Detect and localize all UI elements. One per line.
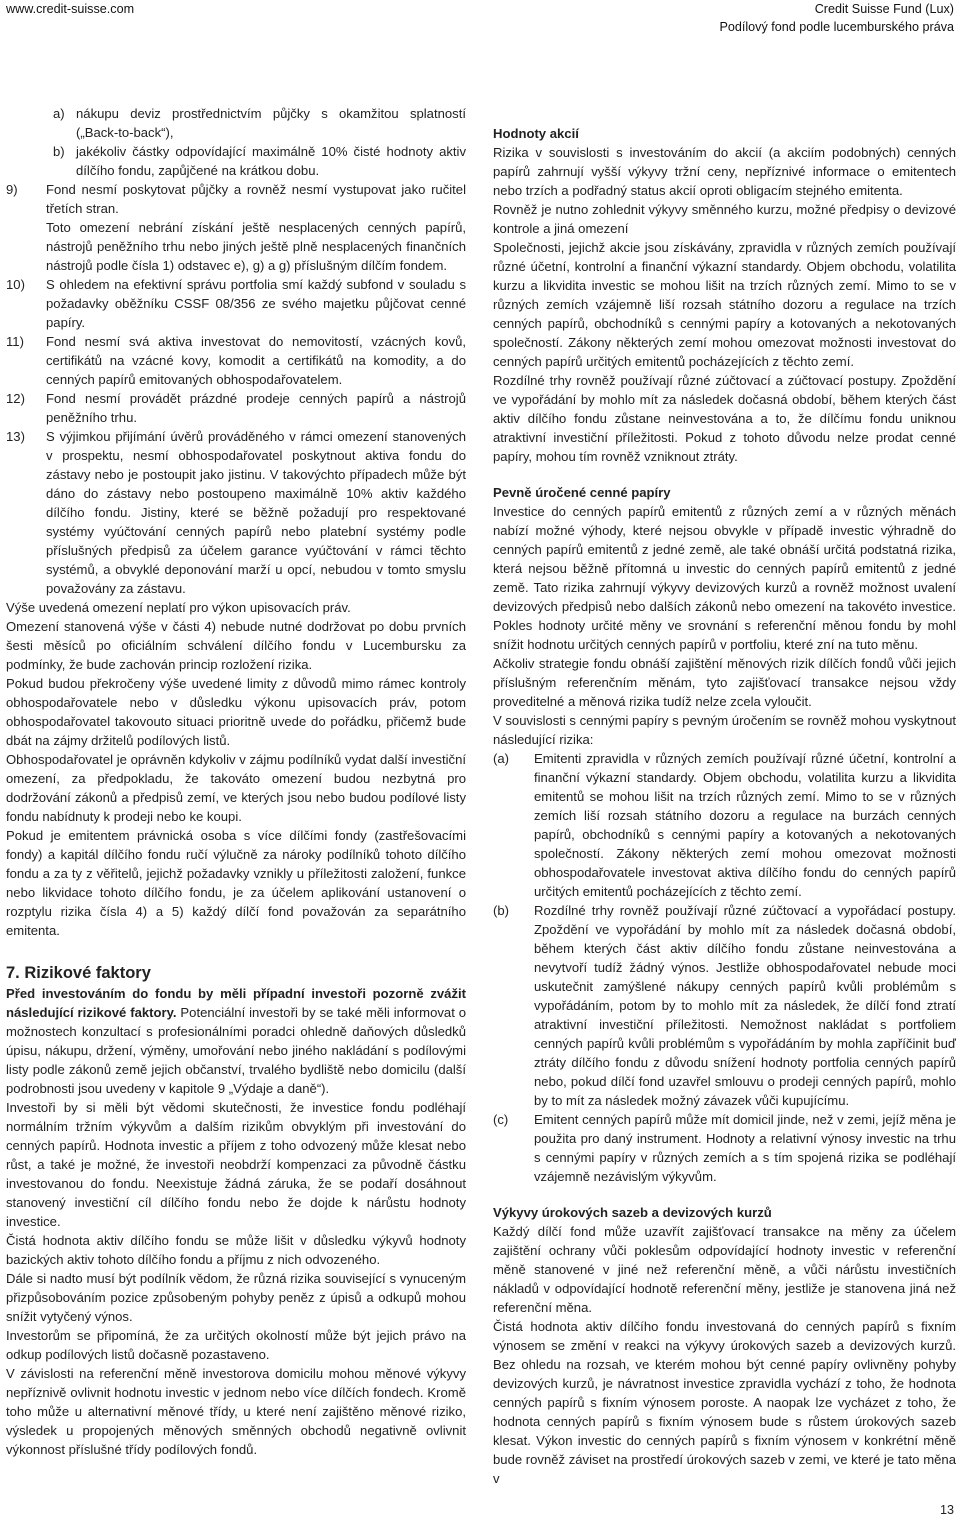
- paragraph: Čistá hodnota aktiv dílčího fondu investovaná do cenných papírů s fixním výnosem se změní v reakci na výkyvy úrokových sazeb a devizových kurzů. Bez ohledu na rozsah, ve kterém mohou být cenné papíry ovlivněny pohyby devizových kurzů, je návratnost investice zpravidla vychází z toho, že hodnota cenných papírů s fixním výnosem poroste. A naopak lze vycházet z toho, že hodnota cenných papírů s fixním výnosem bude s růstem úrokových sazeb klesat. Výkon investic do cenných papírů s fixním výnosem v konkrétní měně bude rovněž záviset na prostředí úrokových sazeb v zemi, ve které je tato měna v: [493, 1319, 956, 1486]
- paragraph: V závislosti na referenční měně investorova domicilu mohou měnové výkyvy nepříznivě ovlivnit hodnotu investic v jednom nebo více dílčích fondech. Kromě toho může u alternativní měnové třídy, u které není zajištěno měnové riziko, výsledek u propojených měnových směnných obchodů negativně ovlivnit výkonnost příslušné třídy podílových fondů.: [6, 1366, 466, 1457]
- paragraph: Investorům se připomíná, že za určitých okolností může být jejich právo na odkup podílových listů dočasně pozastaveno.: [6, 1328, 466, 1362]
- paragraph: Investoři by si měli být vědomi skutečnosti, že investice fondu podléhají normálním tržním výkyvům a dalším rizikům obvyklým při investování do cenných papírů. Hodnota investic a příjem z toho odvozený může klesat nebo růst, a také je možné, že investoři neobdrží kompenzaci za původně částku investovanou do fondu. Neexistuje žádná záruka, že se podaří dosáhnout stanovený investiční cíl dílčího fondu nebo že dojde k nárůstu hodnoty investice.: [6, 1100, 466, 1229]
- spacer: [493, 1186, 956, 1203]
- subheading: Pevně úročené cenné papíry: [493, 485, 671, 500]
- restriction-9-note: Toto omezení nebrání získání ještě nesplacených cenných papírů, nástrojů peněžního trhu nebo jiných ještě plně nesplacených finančních nástrojů podle čísla 1) odstavec e), g) a g) příslušným dílčím fondem.: [46, 220, 466, 273]
- risk-item-b: (b) Rozdílné trhy rovněž používají různé zúčtovací a vypořádací postupy. Zpoždění ve vypořádání by mohlo mít za následek dočasná období, během kterých část aktiv dílčího fondu zůstane neinvestována a nevytvoří tudíž žádný výnos. Jestliže obhospodařovatel nebude moci uskutečnit zamýšlené nákupy cenných papírů kvůli problémům s vypořádáním, potom by to mohlo mít za následek, že dílčí fond ztratí atraktivní investiční příležitosti. Nemožnost nakládat s portfoliem cenných papírů kvůli problémům s vypořádáním by mohla zapříčinit buď ztráty dílčího fondu z důvodu snížení hodnoty portfolia cenných papírů nebo, pokud dílčí fond uzavřel smlouvu o prodeji cenných papírů, mohlo by to mít za následek možný závazek vůči kupujícímu.: [493, 903, 956, 1108]
- left-column: [6, 104, 466, 1459]
- restriction-item-11: 11) Fond nesmí svá aktiva investovat do nemovitostí, vzácných kovů, certifikátů na vzácné kovy, komodit a certifikátů na komodity, a do cenných papírů emitovaných obhospodařovatelem.: [6, 334, 466, 387]
- section-heading: 7. Rizikové faktory: [6, 964, 151, 982]
- paragraph: V souvislosti s cennými papíry s pevným úročením se rovněž mohou vyskytnout následující rizika:: [493, 713, 956, 747]
- paragraph: Ačkoliv strategie fondu obnáší zajištění měnových rizik dílčích fondů vůči jejich příslušným referenčním měnám, tyto zajišťovací transakce nejsou vždy proveditelné a měnová rizika tudíž nelze zcela vyloučit.: [493, 656, 956, 709]
- paragraph: Obhospodařovatel je oprávněn kdykoliv v zájmu podílníků vydat další investiční omezení, za předpokladu, že takováto omezení budou nezbytná pro dodržování zákonů a předpisů zemí, ve kterých jsou nebo budou podílové listy fondu nabídnuty k prodeji nebo ke koupi.: [6, 752, 466, 824]
- paragraph: Pokud budou překročeny výše uvedené limity z důvodů mimo rámec kontroly obhospodařovatele nebo v důsledku výkonu upisovacích práv, potom obhospodařovatel takovouto situaci prioritně uvede do pořádku, přičemž bude dbát na zájmy držitelů podílových listů.: [6, 676, 466, 748]
- paragraph: Před investováním do fondu by měli případní investoři pozorně zvážit následující rizikové faktory. Potenciální investoři by se také měli informovat o možnostech konzultací s profesionálními poradci ohledně daňových důsledků úpisu, nákupu, držení, výměny, umořování nebo jiného nakládání s podílovými listy podle zákonů země jejich občanství, trvalého bydliště nebo domicilu (další podrobnosti jsou uvedeny v kapitole 9 „Výdaje a daně“).: [6, 986, 467, 1096]
- subheading: Výkyvy úrokových sazeb a devizových kurzů: [493, 1205, 772, 1220]
- risk-item-a: (a) Emitenti zpravidla v různých zemích používají různé účetní, kontrolní a finanční výkazní standardy. Objem obchodu, volatilita kurzu a likvidita emitentů se mohou lišit na trzích různých zemí. Mimo to se v různých zemích liší rozsah státního dozoru a regulace na burzách cenných papírů, obchodníků s cennými papíry a kotovaných a nekotovaných společností. Zákony některých zemí mohou omezovat možnosti obhospodařovatele investovat aktiva dílčího fondu do cenných papírů určitých emitentů pocházejících z těchto zemí.: [493, 751, 956, 899]
- paragraph: Investice do cenných papírů emitentů z různých zemí a v různých měnách nabízí možné výhody, které nejsou obvykle v případě investic výhradně do cenných papírů emitentů z jedné země, ale také obnáší určitá podstatná rizika, která nejsou běžně přítomná u investic do cenných papírů emitentů z jedné země. Tato rizika zahrnují výkyvy devizových kurzů a rovněž možnost uvalení devizových předpisů nebo dalších zákonů nebo omezení na takovéto investice. Pokles hodnoty určité měny ve srovnání s referenční měnou fondu by mohl snížit hodnotu určitých cenných papírů v portfoliu, které zní na tuto měnu.: [493, 504, 956, 652]
- list-item: b) jakékoliv částky odpovídající maximálně 10% čisté hodnoty aktiv dílčího fondu, zapůjčené na krátkou dobu.: [53, 144, 466, 178]
- fund-name: Credit Suisse Fund (Lux): [814, 2, 954, 16]
- paragraph: Čistá hodnota aktiv dílčího fondu se může lišit v důsledku výkyvů hodnoty bazických aktiv tohoto dílčího fondu a příjmu z nich odvozeného.: [6, 1233, 466, 1267]
- paragraph: Společnosti, jejichž akcie jsou získávány, zpravidla v různých zemích používají různé účetní, kontrolní a finanční výkazní standardy. Objem obchodu, volatilita kurzu a likvidita investic se mohou lišit na trzích různých zemí. Mimo to se v různých zemích vzájemně liší rozsah státního dozoru a regulace na trzích cenných papírů, obchodníků s cennými papíry a kotovaných a nekotovaných společností. Zákony některých zemí mohou omezovat možnosti investovat do cenných papírů určitých emitentů pocházejících z těchto zemí.: [493, 240, 956, 369]
- fund-type: Podílový fond podle lucemburského práva: [719, 20, 954, 34]
- bold-lead: Před investováním do fondu by měli případní investoři pozorně zvážit následující rizikové faktory.: [6, 986, 466, 1020]
- page-number: 13: [939, 1503, 954, 1517]
- restriction-item-10: 10) S ohledem na efektivní správu portfolia smí každý subfond v souladu s požadavky oběžníku CSSF 08/356 ze svého majetku půjčovat cenné papíry.: [6, 277, 466, 330]
- restriction-item-9: 9) Fond nesmí poskytovat půjčky a rovněž nesmí vystupovat jako ručitel třetích stran.: [6, 182, 466, 216]
- paragraph: Dále si nadto musí být podílník vědom, že různá rizika související s vynuceným přizpůsobováním pozice způsobeným pohyby peněz z úpisů a odkupů mohou snížit vytyčený výnos.: [6, 1271, 466, 1324]
- paragraph: Rizika v souvislosti s investováním do akcií (a akciím podobných) cenných papírů zahrnují vyšší výkyvy tržní ceny, nepříznivé informace o emitentech nebo trzích a podřadný status akcií oproti obligacím stejného emitenta.: [493, 145, 956, 198]
- risk-item-c: (c) Emitent cenných papírů může mít domicil jinde, než v zemi, jejíž měna je použita pro daný instrument. Hodnoty a relativní výnosy investic na trhu s cennými papíry v různých zemích a s tím spojená rizika se podléhají vzájemně nezávislým výkyvům.: [493, 1112, 956, 1184]
- list-item: a) nákupu deviz prostřednictvím půjčky s okamžitou splatností („Back-to-back“),: [53, 106, 466, 140]
- header-fund-info: [719, 0, 954, 36]
- paragraph: Pokud je emitentem právnická osoba s více dílčími fondy (zastřešovacími fondy) a kapitál dílčího fondu ručí výlučně za nároky podílníků tohoto dílčího fondu a za ty z věřitelů, jejichž požadavky vznikly u příležitosti založení, funkce nebo likvidace tohoto dílčího fondu, je za účelem aplikování ustanovení o rozptylu rizika čísla 4) a 5) každý dílčí fond považován za separátního emitenta.: [6, 828, 466, 938]
- right-column: [493, 124, 956, 1488]
- restriction-item-12: 12) Fond nesmí provádět prázdné prodeje cenných papírů a nástrojů peněžního trhu.: [6, 391, 466, 425]
- paragraph: Omezení stanovená výše v části 4) nebude nutné dodržovat po dobu prvních šesti měsíců po oficiálním schválení dílčího fondu v Lucembursku za podmínky, že bude zachován princip rozložení rizika.: [6, 619, 466, 672]
- subheading: Hodnoty akcií: [493, 126, 579, 141]
- paragraph: Rovněž je nutno zohlednit výkyvy směnného kurzu, možné předpisy o devizové kontrole a jiná omezení: [493, 202, 956, 236]
- paragraph: Každý dílčí fond může uzavřít zajišťovací transakce na měny za účelem zajištění ochrany vůči poklesům odpovídající hodnoty investic v referenční měně stanovené v jiné než referenční měně, a vůči nárůstu investičních nákladů v odpovídající hodnotě referenční měny, jestliže je stanovena jiná než referenční měna.: [493, 1224, 956, 1315]
- restriction-item-13: 13) S výjimkou přijímání úvěrů prováděného v rámci omezení stanovených v prospektu, nesmí obhospodařovatel poskytnout aktiva fondu do zástavy nebo je postoupit jako jistinu. V takovýchto případech může být dáno do zástavy nebo postoupeno maximálně 10% aktiv každého dílčího fondu. Jistiny, které se běžně požadují pro respektované systémy vyúčtování cenných papírů nebo platební systémy podle příslušných předpisů za účelem garance vyúčtování v rámci těchto systémů, a obvyklé deponování marží u opcí, nebudou v tomto smyslu považovány za zástavu.: [6, 429, 466, 596]
- spacer: [493, 466, 956, 483]
- sub-list: [53, 104, 466, 180]
- website-url[interactable]: www.credit-suisse.com: [6, 2, 135, 16]
- paragraph: Výše uvedená omezení neplatí pro výkon upisovacích práv.: [6, 600, 351, 615]
- paragraph: Rozdílné trhy rovněž používají různé zúčtovací a zúčtovací postupy. Zpoždění ve vypořádání by mohlo mít za následek dočasná období, během kterých část aktiv dílčího fondu zůstane neinvestována a to, že dílčímu fondu uniknou atraktivní investiční příležitosti. Pokud z tohoto důvodu nelze prodat cenné papíry, mohou tím rovněž vzniknout ztráty.: [493, 373, 956, 464]
